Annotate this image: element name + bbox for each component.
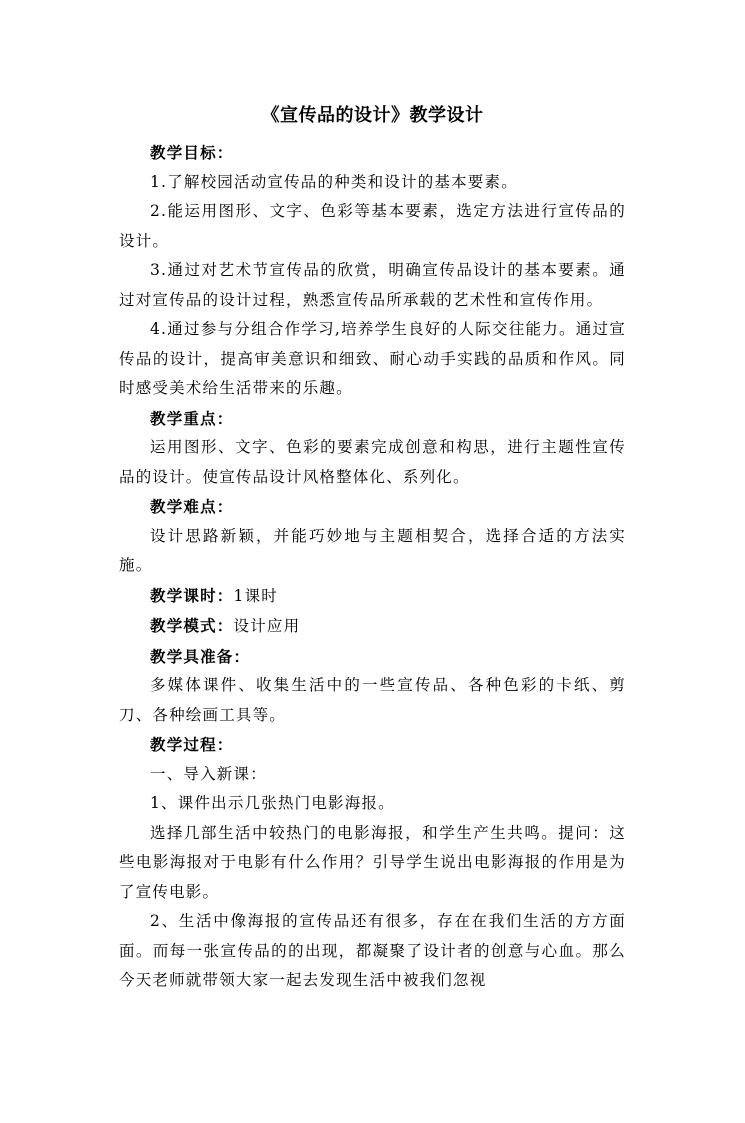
preparation-heading: 教学具准备： [150,646,251,666]
difficulty-heading: 教学难点： [150,497,234,516]
process-item: 2、生活中像海报的宣传品还有很多，存在在我们生活的方方面面。而每一张宣传品的的出现，都凝聚了设计者的创意与心血。那么今天老师就带领大家一起去发现生活中被我们忽视 [119,912,626,989]
teaching-mode-value: 设计应用 [233,617,301,635]
preparation-text: 多媒体课件、收集生活中的一些宣传品、各种色彩的卡纸、剪刀、各种绘画工具等。 [119,676,626,724]
class-hours-line [119,581,626,612]
process-item: 一、导入新课： [150,764,267,783]
process-item: 选择几部生活中较热门的电影海报，和学生产生共鸣。提问：这些电影海报对于电影有什么作用？引导学生说出电影海报的作用是为了宣传电影。 [119,823,626,901]
teaching-mode-label: 教学模式： [150,616,234,635]
difficulty-text: 设计思路新颖，并能巧妙地与主题相契合，选择合适的方法实施。 [119,526,626,574]
goal-item: 4.通过参与分组合作学习,培养学生良好的人际交往能力。通过宣传品的设计，提高审美意识和细致、耐心动手实践的品质和作风。同时感受美术给生活带来的乐趣。 [119,320,626,397]
class-hours-value: 1课时 [233,586,278,605]
class-hours-label: 教学课时： [150,585,234,605]
key-points-text: 运用图形、文字、色彩的要素完成创意和构思，进行主题性宣传品的设计。使宣传品设计风格整体化、系列化。 [119,438,626,486]
document-body [119,100,626,996]
goal-item: 3.通过对艺术节宣传品的欣赏，明确宣传品设计的基本要素。通过对宣传品的设计过程，熟悉宣传品所承载的艺术性和宣传作用。 [119,261,626,309]
goal-item: 1.了解校园活动宣传品的种类和设计的基本要素。 [150,172,518,191]
process-item: 1、课件出示几张热门电影海报。 [150,794,395,812]
teaching-mode-line [119,611,626,642]
key-points-heading: 教学重点： [150,408,234,428]
goals-heading: 教学目标： [150,143,234,162]
process-heading: 教学过程： [150,735,234,754]
document-title: 《宣传品的设计》教学设计 [261,105,484,126]
goal-item: 2.能运用图形、文字、色彩等基本要素，选定方法进行宣传品的设计。 [119,202,626,250]
